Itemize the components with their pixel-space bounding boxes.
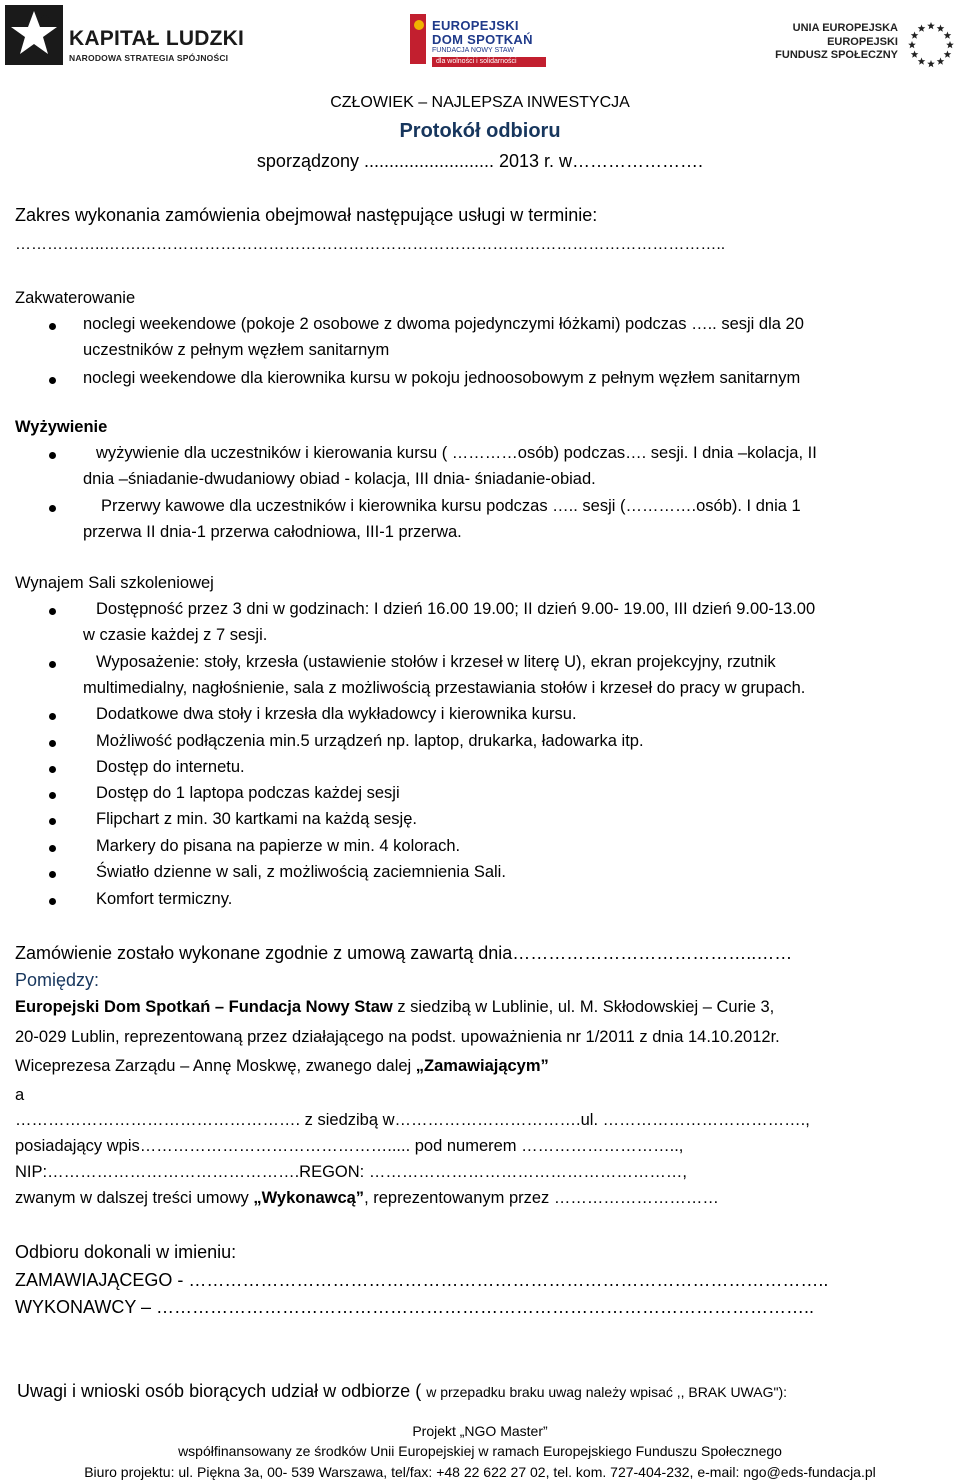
bullet-icon — [49, 898, 56, 905]
bullet-icon — [49, 792, 56, 799]
eu-star-icon — [927, 60, 935, 67]
party2-line4 — [15, 1189, 719, 1208]
party2-line2: posiadający wpis………………………………………..... pod numerem ……………………….., — [15, 1137, 684, 1155]
bullet-icon — [49, 505, 56, 512]
footer-cofinanced: współfinansowany ze środków Unii Europejskiej w ramach Europejskiego Funduszu Społecznego — [178, 1443, 782, 1459]
catering-item-1-line1: wyżywienie dla uczestników i kierowania kursu ( …………osób) podczas…. sesji. I dnia –kolacja, II — [96, 444, 817, 462]
eds-logo-line1: EUROPEJSKI — [432, 18, 519, 33]
room-item-2-line1: Wyposażenie: stoły, krzesła (ustawienie stołów i krzeseł w literę U), ekran projekcyjny, rzutnik — [96, 653, 776, 671]
eu-star-icon — [944, 51, 952, 58]
eds-logo-line3: FUNDACJA NOWY STAW — [432, 47, 514, 54]
remarks-line — [17, 1381, 787, 1402]
party1-role: „Zamawiającym” — [415, 1057, 549, 1075]
bullet-icon — [49, 766, 56, 773]
eu-star-icon — [908, 41, 916, 48]
kapital-ludzki-subtitle: NARODOWA STRATEGIA SPÓJNOŚCI — [69, 53, 229, 63]
room-item-8: Markery do pisana na papierze w min. 4 kolorach. — [96, 837, 461, 855]
accommodation-heading: Zakwaterowanie — [15, 289, 136, 307]
ue-logo-line3: FUNDUSZ SPOŁECZNY — [775, 49, 898, 61]
between-label: Pomiędzy: — [15, 970, 100, 990]
and-label: a — [15, 1086, 25, 1104]
eu-stars-flag-icon — [904, 18, 958, 72]
eds-emblem-icon — [410, 14, 426, 64]
scope-dates-placeholder: ……………..…….……………………………………………………………………………………………….. — [15, 236, 726, 253]
receipt-heading: Odbioru dokonali w imieniu: — [15, 1242, 237, 1262]
eu-star-icon — [937, 57, 945, 64]
bullet-icon — [49, 713, 56, 720]
party2-intro: zwanym w dalszej treści umowy — [15, 1189, 254, 1207]
receipt-contractor: WYKONAWCY – ……………………………………………………………………………………………….. — [15, 1297, 815, 1317]
eu-star-icon — [911, 32, 919, 39]
eu-star-icon — [946, 41, 954, 48]
remarks-main: Uwagi i wnioski osób biorących udział w odbiorze ( — [17, 1381, 427, 1401]
eu-star-icon — [918, 57, 926, 64]
receipt-client: ZAMAWIAJĄCEGO - …………………………………………………………………………………………….. — [15, 1270, 829, 1290]
footer-office: Biuro projektu: ul. Piękna 3a, 00- 539 Warszawa, tel/fax: +48 22 622 27 02, tel. kom. 727-404-232, e-mail: ngo@eds-fundacja.pl — [84, 1464, 876, 1480]
party2-line1: ……………………………………………. z siedzibą w…………………………….ul. ………………………………., — [15, 1111, 810, 1129]
room-item-1-line2: w czasie każdej z 7 sesji. — [83, 626, 268, 644]
accommodation-item-1-line2: uczestników z pełnym węzłem sanitarnym — [83, 341, 390, 359]
eu-star-icon — [918, 25, 926, 32]
bullet-icon — [49, 845, 56, 852]
catering-item-2-line2: przerwa II dnia-1 przerwa całodniowa, III-1 przerwa. — [83, 523, 462, 541]
bullet-icon — [49, 377, 56, 384]
bullet-icon — [49, 452, 56, 459]
accommodation-item-1-line1: noclegi weekendowe (pokoje 2 osobowe z dwoma pojedynczymi łóżkami) podczas ….. sesji dla 20 — [83, 315, 804, 333]
party1-line3 — [15, 1057, 549, 1076]
room-item-6: Dostęp do 1 laptopa podczas każdej sesji — [96, 784, 400, 802]
eu-star-icon — [944, 32, 952, 39]
room-item-1-line1: Dostępność przez 3 dni w godzinach: I dzień 16.00 19.00; II dzień 9.00- 19.00, III dzień 9.00-13.00 — [96, 600, 816, 618]
catering-heading: Wyżywienie — [15, 418, 108, 436]
party1-line1 — [15, 998, 774, 1017]
kapital-ludzki-title: KAPITAŁ LUDZKI — [69, 27, 245, 50]
kapital-ludzki-star-icon — [5, 5, 63, 65]
eds-logo-line2: DOM SPOTKAŃ — [432, 32, 533, 47]
scope-intro: Zakres wykonania zamówienia obejmował następujące usługi w terminie: — [15, 205, 598, 225]
room-heading: Wynajem Sali szkoleniowej — [15, 574, 214, 592]
eu-star-icon — [927, 22, 935, 29]
eu-star-icon — [937, 25, 945, 32]
bullet-icon — [49, 818, 56, 825]
bullet-icon — [49, 740, 56, 747]
page-title: Protokół odbioru — [399, 120, 561, 142]
party2-role: „Wykonawcą” — [253, 1189, 365, 1207]
agreement-line: Zamówienie zostało wykonane zgodnie z umową zawartą dnia…………………………………..…… — [15, 943, 793, 963]
room-item-9: Światło dzienne w sali, z możliwością zaciemnienia Sali. — [96, 863, 506, 881]
catering-item-2-line1: Przerwy kawowe dla uczestników i kierownika kursu podczas ….. sesji (………….osób). I dnia 1 — [101, 497, 801, 515]
party1-line2: 20-029 Lublin, reprezentowaną przez działającego na podst. upoważnienia nr 1/2011 z dnia 14.10.2012r. — [15, 1028, 780, 1046]
accommodation-item-2: noclegi weekendowe dla kierownika kursu w pokoju jednoosobowym z pełnym węzłem sanitarnym — [83, 369, 801, 387]
eds-logo — [410, 14, 550, 70]
remarks-note: w przepadku braku uwag należy wpisać ,, BRAK UWAG"): — [426, 1384, 788, 1400]
party1-name: Europejski Dom Spotkań – Fundacja Nowy Staw — [15, 998, 393, 1016]
room-item-4: Możliwość podłączenia min.5 urządzeń np. laptop, drukarka, ładowarka itp. — [96, 732, 644, 750]
room-item-3: Dodatkowe dwa stoły i krzesła dla wykładowcy i kierownika kursu. — [96, 705, 577, 723]
party2-line3: NIP:……………………………………….REGON: …………………………………………………, — [15, 1163, 687, 1181]
ue-logo — [768, 18, 960, 72]
party1-representative: Wiceprezesa Zarządu – Annę Moskwę, zwanego dalej — [15, 1057, 416, 1075]
bullet-icon — [49, 661, 56, 668]
room-item-5: Dostęp do internetu. — [96, 758, 245, 776]
bullet-icon — [49, 323, 56, 330]
bullet-icon — [49, 871, 56, 878]
document-date-place: sporządzony .......................... 2013 r. w…………………. — [256, 151, 704, 171]
party1-address: z siedzibą w Lublinie, ul. M. Skłodowskiej – Curie 3, — [392, 998, 775, 1016]
kapital-ludzki-logo — [5, 5, 245, 65]
footer-project: Projekt „NGO Master” — [412, 1423, 548, 1439]
party2-representative: , reprezentowanym przez ………………………… — [364, 1189, 719, 1207]
ue-logo-line2: EUROPEJSKI — [827, 36, 898, 48]
room-item-7: Flipchart z min. 30 kartkami na każdą sesję. — [96, 810, 417, 828]
room-item-2-line2: multimedialny, nagłośnienie, sala z możliwością przestawiania stołów i krzeseł do pracy w grupach. — [83, 679, 806, 697]
ue-logo-line1: UNIA EUROPEJSKA — [792, 22, 898, 34]
motto: CZŁOWIEK – NAJLEPSZA INWESTYCJA — [330, 94, 630, 111]
bullet-icon — [49, 608, 56, 615]
eu-star-icon — [911, 51, 919, 58]
room-item-10: Komfort termiczny. — [96, 890, 233, 908]
catering-item-1-line2: dnia –śniadanie-dwudaniowy obiad - kolacja, III dnia- śniadanie-obiad. — [83, 470, 596, 488]
eds-tagline: dla wolności i solidarności — [432, 57, 546, 67]
